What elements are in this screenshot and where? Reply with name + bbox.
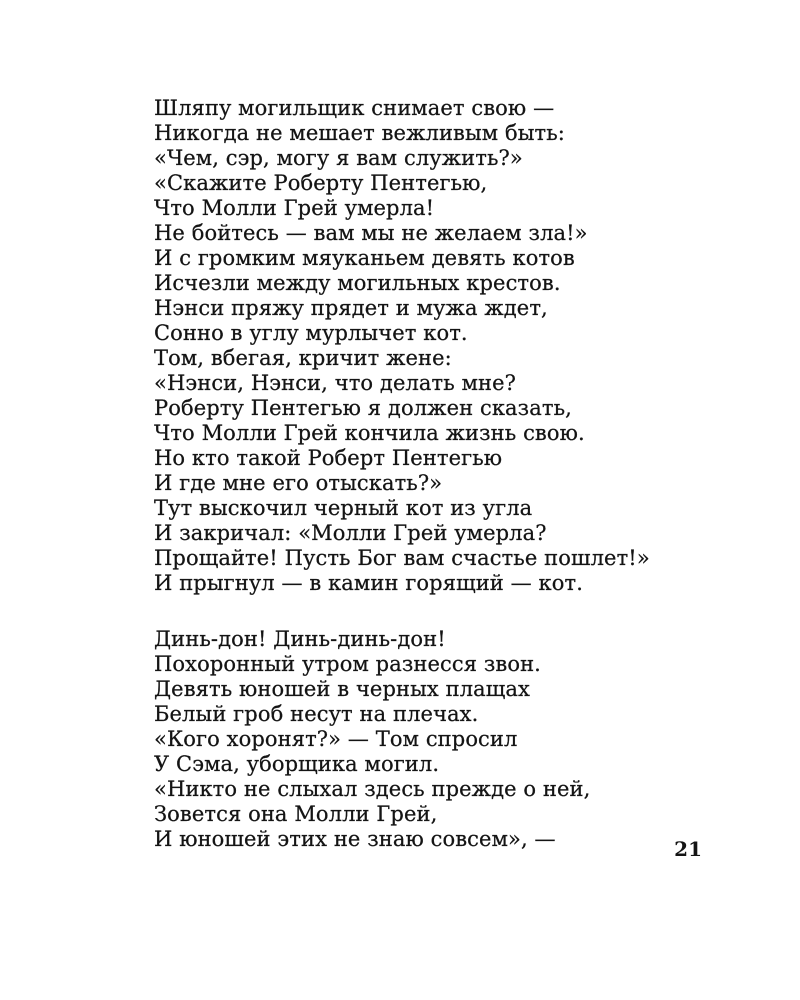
poem-line: И юношей этих не знаю совсем», — bbox=[154, 827, 556, 851]
poem-line: Динь-дон! Динь-динь-дон! bbox=[154, 627, 446, 651]
poem-line: Том, вбегая, кричит жене: bbox=[154, 346, 452, 370]
poem-line: Что Молли Грей кончила жизнь свою. bbox=[154, 421, 585, 445]
poem-line: Сонно в углу мурлычет кот. bbox=[154, 321, 468, 345]
poem-line: Зовется она Молли Грей, bbox=[154, 802, 438, 826]
poem-line: Исчезли между могильных крестов. bbox=[154, 271, 561, 295]
poem-line: Нэнси пряжу прядет и мужа ждет, bbox=[154, 296, 548, 320]
poem-line: Белый гроб несут на плечах. bbox=[154, 702, 479, 726]
poem-line: «Скажите Роберту Пентегью, bbox=[154, 171, 488, 195]
poem-line: И прыгнул — в камин горящий — кот. bbox=[154, 571, 583, 595]
poem-line: «Нэнси, Нэнси, что делать мне? bbox=[154, 371, 516, 395]
poem-line: Шляпу могильщик снимает свою — bbox=[154, 96, 555, 120]
poem-line: Не бойтесь — вам мы не желаем зла!» bbox=[154, 221, 588, 245]
poem-line: Девять юношей в черных плащах bbox=[154, 677, 530, 701]
poem-line: И с громким мяуканьем девять котов bbox=[154, 246, 575, 270]
poem-line: И закричал: «Молли Грей умерла? bbox=[154, 521, 547, 545]
poem-line: Никогда не мешает вежливым быть: bbox=[154, 121, 565, 145]
poem-text bbox=[154, 96, 694, 852]
poem-line: Роберту Пентегью я должен сказать, bbox=[154, 396, 572, 420]
poem-line: «Никто не слыхал здесь прежде о ней, bbox=[154, 777, 591, 801]
poem-line: Что Молли Грей умерла! bbox=[154, 196, 435, 220]
poem-line: Но кто такой Роберт Пентегью bbox=[154, 446, 503, 470]
poem-line: И где мне его отыскать?» bbox=[154, 471, 443, 495]
poem-line: Прощайте! Пусть Бог вам счастье пошлет!» bbox=[154, 546, 650, 570]
poem-line: Тут выскочил черный кот из угла bbox=[154, 496, 533, 520]
poem-line: Похоронный утром разнесся звон. bbox=[154, 652, 541, 676]
stanza-1 bbox=[154, 96, 694, 596]
poem-line: «Кого хоронят?» — Том спросил bbox=[154, 727, 518, 751]
poem-line: У Сэма, уборщика могил. bbox=[154, 752, 440, 776]
stanza-2 bbox=[154, 627, 694, 852]
poem-line: «Чем, сэр, могу я вам служить?» bbox=[154, 146, 523, 170]
stanza-break bbox=[154, 596, 694, 627]
page-number: 21 bbox=[674, 837, 702, 861]
